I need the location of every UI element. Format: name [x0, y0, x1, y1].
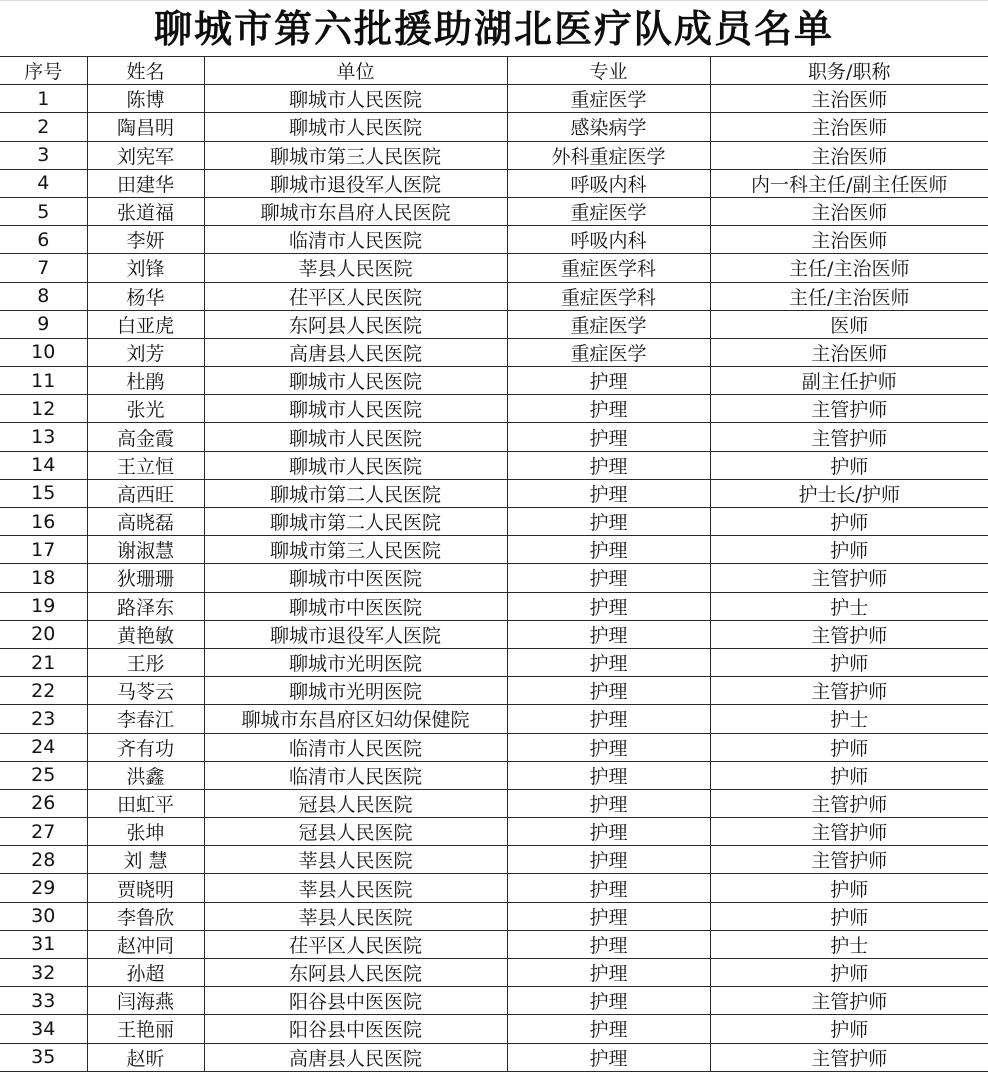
cell-position: 护士长/护师	[710, 479, 988, 507]
header-cell-number: 序号	[0, 57, 87, 85]
cell-major: 重症医学	[507, 310, 710, 338]
header-row	[0, 57, 988, 85]
cell-name: 白亚虎	[87, 310, 204, 338]
cell-number: 2	[0, 113, 87, 141]
cell-position: 副主任护师	[710, 367, 988, 395]
table-row	[0, 648, 988, 676]
cell-number: 1	[0, 85, 87, 113]
cell-position: 护师	[710, 536, 988, 564]
cell-name: 齐有功	[87, 733, 204, 761]
cell-major: 护理	[507, 395, 710, 423]
cell-position: 主管护师	[710, 818, 988, 846]
cell-major: 护理	[507, 789, 710, 817]
cell-position: 主管护师	[710, 423, 988, 451]
cell-major: 护理	[507, 1015, 710, 1043]
table-row	[0, 282, 988, 310]
cell-number: 13	[0, 423, 87, 451]
table-row	[0, 367, 988, 395]
cell-name: 李妍	[87, 226, 204, 254]
cell-major: 护理	[507, 818, 710, 846]
cell-number: 31	[0, 930, 87, 958]
cell-name: 陈博	[87, 85, 204, 113]
cell-number: 33	[0, 987, 87, 1015]
cell-unit: 莘县人民医院	[204, 874, 507, 902]
cell-number: 34	[0, 1015, 87, 1043]
cell-unit: 临清市人民医院	[204, 761, 507, 789]
cell-unit: 聊城市退役军人医院	[204, 620, 507, 648]
cell-number: 32	[0, 959, 87, 987]
table-row	[0, 733, 988, 761]
cell-name: 贾晓明	[87, 874, 204, 902]
cell-position: 护师	[710, 1015, 988, 1043]
cell-position: 护士	[710, 705, 988, 733]
table-row	[0, 141, 988, 169]
cell-unit: 高唐县人民医院	[204, 338, 507, 366]
cell-number: 6	[0, 226, 87, 254]
cell-name: 李鲁欣	[87, 902, 204, 930]
cell-name: 杨华	[87, 282, 204, 310]
cell-major: 护理	[507, 761, 710, 789]
header-cell-name: 姓名	[87, 57, 204, 85]
cell-unit: 聊城市第二人民医院	[204, 508, 507, 536]
cell-major: 护理	[507, 479, 710, 507]
table-row	[0, 310, 988, 338]
cell-unit: 莘县人民医院	[204, 846, 507, 874]
table-row	[0, 338, 988, 366]
cell-name: 刘芳	[87, 338, 204, 366]
table-row	[0, 508, 988, 536]
header-cell-position: 职务/职称	[710, 57, 988, 85]
cell-name: 黄艳敏	[87, 620, 204, 648]
cell-position: 主治医师	[710, 141, 988, 169]
cell-position: 护师	[710, 874, 988, 902]
table-row	[0, 169, 988, 197]
cell-unit: 聊城市东昌府人民医院	[204, 197, 507, 225]
cell-number: 4	[0, 169, 87, 197]
table-row	[0, 902, 988, 930]
cell-name: 田建华	[87, 169, 204, 197]
cell-number: 19	[0, 592, 87, 620]
cell-number: 7	[0, 254, 87, 282]
cell-position: 护师	[710, 902, 988, 930]
cell-name: 高晓磊	[87, 508, 204, 536]
cell-name: 洪鑫	[87, 761, 204, 789]
cell-major: 护理	[507, 592, 710, 620]
table-row	[0, 226, 988, 254]
table-row	[0, 254, 988, 282]
cell-name: 张光	[87, 395, 204, 423]
cell-number: 18	[0, 564, 87, 592]
table-row	[0, 113, 988, 141]
cell-major: 呼吸内科	[507, 169, 710, 197]
cell-position: 主管护师	[710, 987, 988, 1015]
cell-major: 重症医学	[507, 197, 710, 225]
cell-position: 主管护师	[710, 620, 988, 648]
cell-name: 刘 慧	[87, 846, 204, 874]
table-row	[0, 423, 988, 451]
cell-number: 26	[0, 789, 87, 817]
table-row	[0, 479, 988, 507]
cell-major: 护理	[507, 367, 710, 395]
cell-position: 主管护师	[710, 395, 988, 423]
cell-name: 高西旺	[87, 479, 204, 507]
cell-unit: 临清市人民医院	[204, 226, 507, 254]
cell-name: 路泽东	[87, 592, 204, 620]
table-row	[0, 874, 988, 902]
cell-major: 护理	[507, 508, 710, 536]
cell-major: 护理	[507, 620, 710, 648]
cell-major: 护理	[507, 902, 710, 930]
cell-unit: 聊城市第三人民医院	[204, 141, 507, 169]
cell-position: 护师	[710, 959, 988, 987]
cell-number: 21	[0, 648, 87, 676]
cell-name: 马苓云	[87, 677, 204, 705]
cell-unit: 聊城市光明医院	[204, 677, 507, 705]
cell-major: 护理	[507, 705, 710, 733]
table-row	[0, 85, 988, 113]
header-cell-unit: 单位	[204, 57, 507, 85]
cell-unit: 茌平区人民医院	[204, 282, 507, 310]
cell-number: 30	[0, 902, 87, 930]
cell-position: 主管护师	[710, 677, 988, 705]
cell-name: 王艳丽	[87, 1015, 204, 1043]
cell-name: 杜鹃	[87, 367, 204, 395]
cell-major: 重症医学	[507, 338, 710, 366]
cell-unit: 高唐县人民医院	[204, 1043, 507, 1071]
cell-unit: 临清市人民医院	[204, 733, 507, 761]
table-row	[0, 197, 988, 225]
cell-major: 护理	[507, 677, 710, 705]
cell-major: 外科重症医学	[507, 141, 710, 169]
table-row	[0, 536, 988, 564]
cell-number: 17	[0, 536, 87, 564]
cell-name: 闫海燕	[87, 987, 204, 1015]
cell-unit: 聊城市第三人民医院	[204, 536, 507, 564]
cell-name: 陶昌明	[87, 113, 204, 141]
cell-number: 25	[0, 761, 87, 789]
cell-unit: 东阿县人民医院	[204, 959, 507, 987]
cell-unit: 莘县人民医院	[204, 902, 507, 930]
cell-name: 王立恒	[87, 451, 204, 479]
page-title: 聊城市第六批援助湖北医疗队成员名单	[153, 7, 834, 51]
cell-major: 护理	[507, 733, 710, 761]
cell-number: 11	[0, 367, 87, 395]
cell-name: 赵昕	[87, 1043, 204, 1071]
cell-major: 护理	[507, 451, 710, 479]
table-row	[0, 451, 988, 479]
cell-unit: 聊城市人民医院	[204, 451, 507, 479]
cell-position: 护师	[710, 451, 988, 479]
cell-name: 孙超	[87, 959, 204, 987]
cell-name: 狄珊珊	[87, 564, 204, 592]
cell-position: 主治医师	[710, 197, 988, 225]
cell-unit: 聊城市第二人民医院	[204, 479, 507, 507]
cell-name: 刘宪军	[87, 141, 204, 169]
cell-major: 重症医学科	[507, 254, 710, 282]
cell-number: 28	[0, 846, 87, 874]
cell-major: 护理	[507, 987, 710, 1015]
cell-name: 赵冲同	[87, 930, 204, 958]
cell-unit: 聊城市光明医院	[204, 648, 507, 676]
cell-number: 27	[0, 818, 87, 846]
table-row	[0, 959, 988, 987]
cell-number: 3	[0, 141, 87, 169]
roster-table	[0, 56, 988, 1072]
cell-number: 23	[0, 705, 87, 733]
table-row	[0, 761, 988, 789]
cell-unit: 聊城市人民医院	[204, 395, 507, 423]
cell-position: 护师	[710, 761, 988, 789]
cell-name: 李春江	[87, 705, 204, 733]
cell-name: 王彤	[87, 648, 204, 676]
cell-unit: 阳谷县中医医院	[204, 987, 507, 1015]
cell-major: 护理	[507, 564, 710, 592]
cell-unit: 茌平区人民医院	[204, 930, 507, 958]
cell-major: 呼吸内科	[507, 226, 710, 254]
table-row	[0, 987, 988, 1015]
cell-position: 主治医师	[710, 85, 988, 113]
cell-unit: 冠县人民医院	[204, 789, 507, 817]
cell-number: 12	[0, 395, 87, 423]
cell-position: 主治医师	[710, 226, 988, 254]
cell-unit: 聊城市退役军人医院	[204, 169, 507, 197]
table-row	[0, 677, 988, 705]
cell-major: 护理	[507, 648, 710, 676]
cell-unit: 阳谷县中医医院	[204, 1015, 507, 1043]
cell-number: 15	[0, 479, 87, 507]
cell-position: 护师	[710, 508, 988, 536]
cell-position: 主管护师	[710, 789, 988, 817]
cell-position: 主管护师	[710, 846, 988, 874]
cell-major: 护理	[507, 423, 710, 451]
cell-number: 29	[0, 874, 87, 902]
table-row	[0, 1015, 988, 1043]
cell-position: 护士	[710, 592, 988, 620]
cell-unit: 聊城市人民医院	[204, 85, 507, 113]
cell-position: 主管护师	[710, 564, 988, 592]
cell-major: 护理	[507, 1043, 710, 1071]
cell-name: 张道福	[87, 197, 204, 225]
cell-name: 谢淑慧	[87, 536, 204, 564]
table-row	[0, 1043, 988, 1071]
cell-position: 主治医师	[710, 113, 988, 141]
cell-unit: 聊城市人民医院	[204, 367, 507, 395]
cell-name: 田虹平	[87, 789, 204, 817]
cell-unit: 聊城市人民医院	[204, 423, 507, 451]
cell-position: 主任/主治医师	[710, 254, 988, 282]
header-cell-major: 专业	[507, 57, 710, 85]
cell-number: 16	[0, 508, 87, 536]
cell-position: 主管护师	[710, 1043, 988, 1071]
cell-position: 主治医师	[710, 338, 988, 366]
cell-unit: 冠县人民医院	[204, 818, 507, 846]
cell-number: 5	[0, 197, 87, 225]
cell-name: 张坤	[87, 818, 204, 846]
cell-major: 重症医学	[507, 85, 710, 113]
cell-number: 24	[0, 733, 87, 761]
cell-major: 护理	[507, 959, 710, 987]
cell-position: 护士	[710, 930, 988, 958]
cell-number: 8	[0, 282, 87, 310]
cell-position: 主任/主治医师	[710, 282, 988, 310]
cell-unit: 东阿县人民医院	[204, 310, 507, 338]
roster-body	[0, 85, 988, 1072]
cell-position: 护师	[710, 648, 988, 676]
table-row	[0, 818, 988, 846]
cell-position: 护师	[710, 733, 988, 761]
cell-number: 9	[0, 310, 87, 338]
table-row	[0, 564, 988, 592]
cell-number: 20	[0, 620, 87, 648]
cell-major: 护理	[507, 874, 710, 902]
cell-major: 护理	[507, 930, 710, 958]
cell-number: 35	[0, 1043, 87, 1071]
cell-unit: 莘县人民医院	[204, 254, 507, 282]
cell-unit: 聊城市东昌府区妇幼保健院	[204, 705, 507, 733]
table-row	[0, 930, 988, 958]
table-row	[0, 592, 988, 620]
table-row	[0, 620, 988, 648]
cell-number: 22	[0, 677, 87, 705]
cell-major: 护理	[507, 846, 710, 874]
table-row	[0, 705, 988, 733]
cell-number: 14	[0, 451, 87, 479]
table-row	[0, 846, 988, 874]
table-row	[0, 395, 988, 423]
cell-unit: 聊城市人民医院	[204, 113, 507, 141]
cell-name: 高金霞	[87, 423, 204, 451]
cell-position: 医师	[710, 310, 988, 338]
cell-number: 10	[0, 338, 87, 366]
cell-name: 刘锋	[87, 254, 204, 282]
cell-position: 内一科主任/副主任医师	[710, 169, 988, 197]
cell-unit: 聊城市中医医院	[204, 564, 507, 592]
cell-major: 重症医学科	[507, 282, 710, 310]
cell-major: 护理	[507, 536, 710, 564]
cell-major: 感染病学	[507, 113, 710, 141]
table-row	[0, 789, 988, 817]
cell-unit: 聊城市中医医院	[204, 592, 507, 620]
